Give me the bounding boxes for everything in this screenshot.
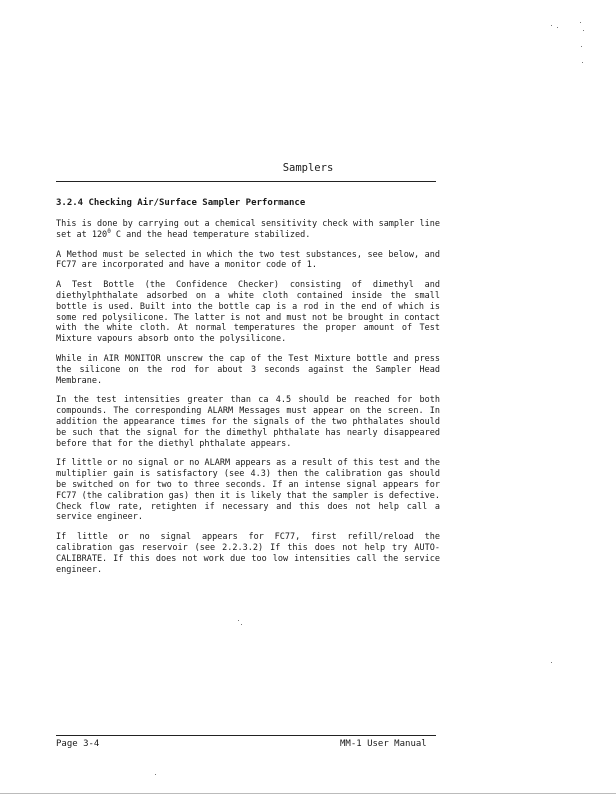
footer-divider xyxy=(56,735,436,736)
header-divider xyxy=(56,181,436,182)
page-header-title: Samplers xyxy=(282,162,334,174)
scan-speck xyxy=(581,46,582,47)
scan-speck xyxy=(582,62,583,63)
scan-speck xyxy=(557,27,558,28)
paragraph-intensities: In the test intensities greater than ca 4.5 should be reached for both compounds. The corresponding ALARM Messages must appear on the screen. In addition the appearance times for the signals of the two phthalates should be such that the signal for the dimethyl phthalate has nearly disappeared before that for the diethyl phthalate appears. xyxy=(56,395,440,449)
paragraph-air-monitor: While in AIR MONITOR unscrew the cap of the Test Mixture bottle and press the silicone on the rod for about 3 seconds against the Sampler Head Membrane. xyxy=(56,353,440,386)
scan-speck xyxy=(580,22,581,23)
footer-manual-title: MM-1 User Manual xyxy=(340,739,427,749)
paragraph-calibration: If little or no signal or no ALARM appears as a result of this test and the multiplier gain is satisfactory (see 4.3) then the calibration gas should be switched on for two to three seconds. If an intense signal appears for FC77 (the calibration gas) then it is likely that the sampler is defective. Check flow rate, retighten if necessary and this does not help call a service engineer. xyxy=(56,458,440,523)
section-heading: 3.2.4 Checking Air/Surface Sampler Performance xyxy=(56,198,306,208)
scan-speck xyxy=(583,30,584,31)
scan-speck xyxy=(551,25,552,26)
degree-superscript: 0 xyxy=(107,227,111,235)
scan-speck xyxy=(238,620,239,621)
paragraph-method: A Method must be selected in which the two test substances, see below, and FC77 are incorporated and have a monitor code of 1. xyxy=(56,249,440,271)
paragraph-test-bottle: A Test Bottle (the Confidence Checker) consisting of dimethyl and diethylphthalate adsorbed on a white cloth contained inside the small bottle is used. Built into the bottle cap is a rod in the end of which is some red polysilicone. The latter is not and must not be brought in contact with the white cloth. At normal temperatures the proper amount of Test Mixture vapours absorb onto the polysilicone. xyxy=(56,280,440,345)
paragraph-fc77: If little or no signal appears for FC77, first refill/reload the calibration gas reservoir (see 2.2.3.2) If this does not help try AUTO-CALIBRATE. If this does not work due too low intensities call the service engineer. xyxy=(56,532,440,575)
scan-speck xyxy=(241,624,242,625)
scan-edge-line xyxy=(0,793,616,794)
scan-speck xyxy=(155,774,156,775)
document-body xyxy=(56,198,440,584)
footer-page-number: Page 3-4 xyxy=(56,739,100,749)
paragraph-intro-text: This is done by carrying out a chemical sensitivity check with sampler line set at 120 xyxy=(56,219,440,240)
paragraph-intro-tail: C and the head temperature stabilized. xyxy=(110,229,311,240)
scan-speck xyxy=(551,662,552,663)
paragraph-intro xyxy=(56,219,440,241)
